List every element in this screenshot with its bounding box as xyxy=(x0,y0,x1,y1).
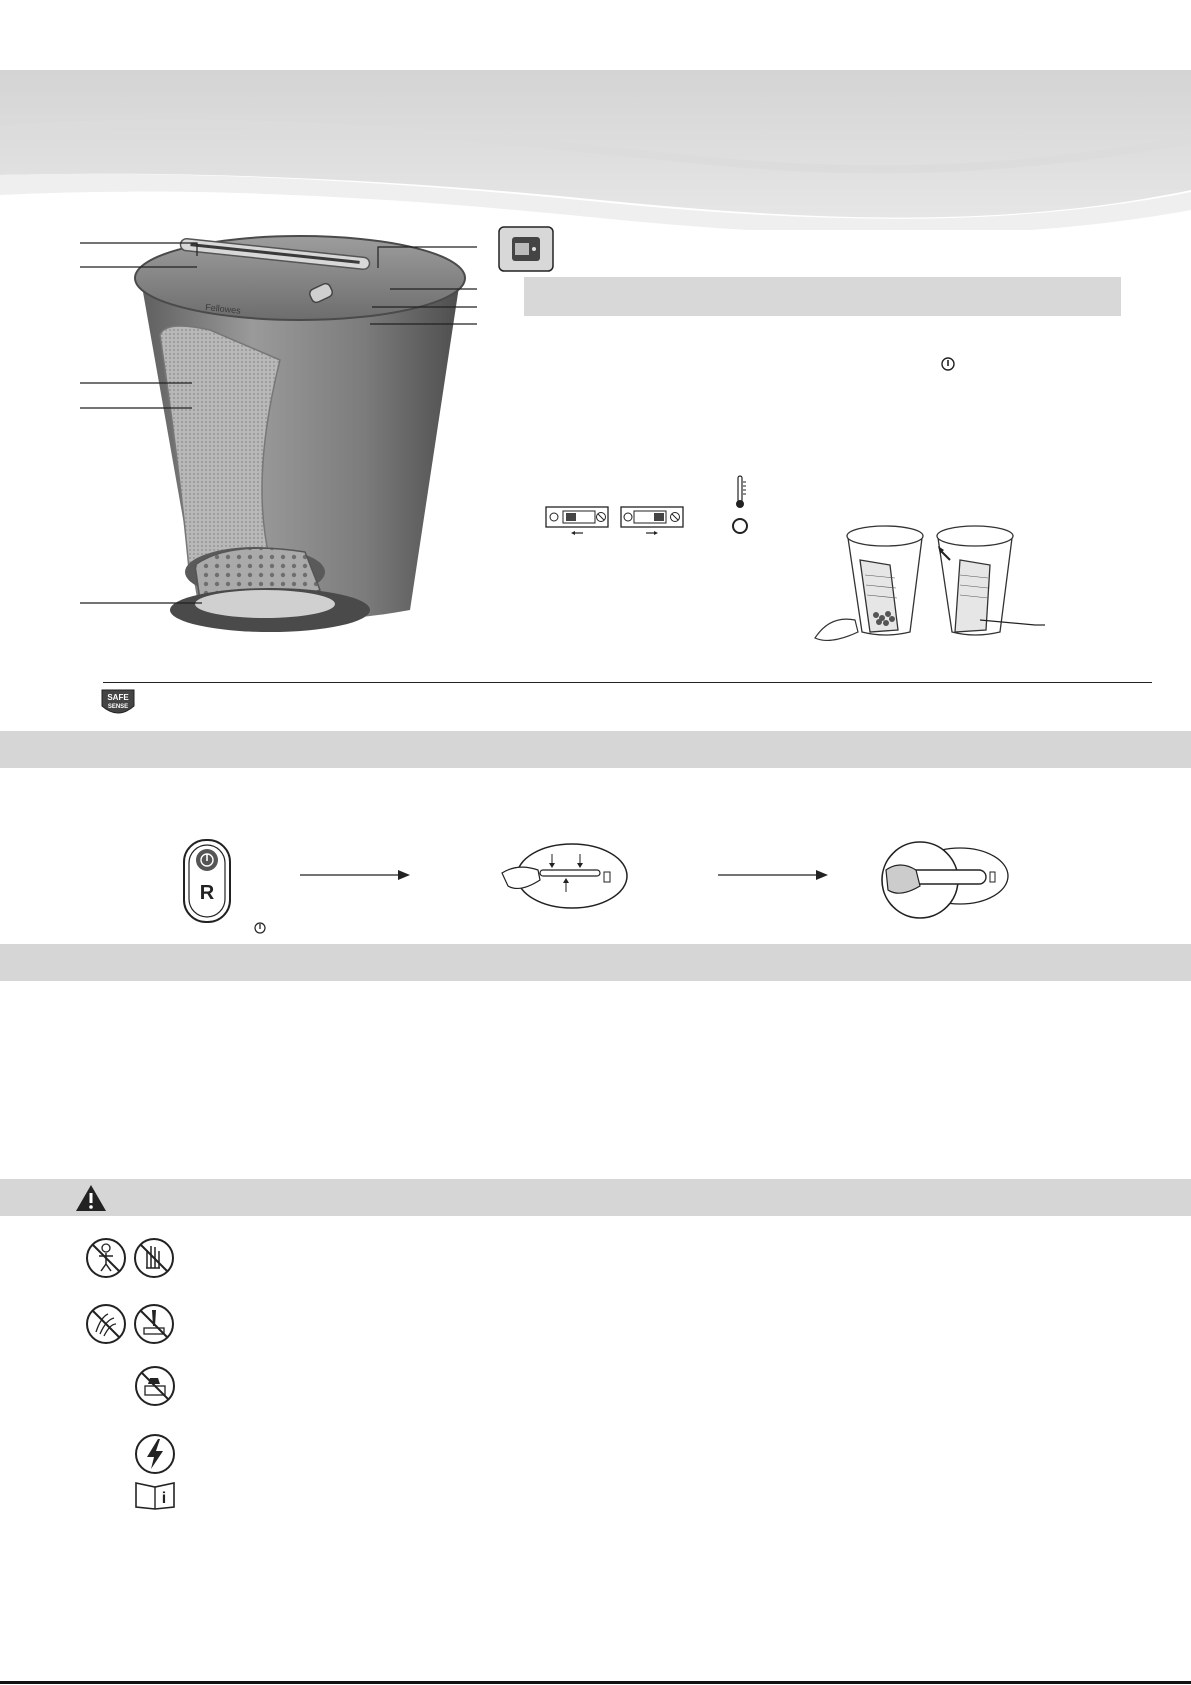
reset-button-illustration xyxy=(180,836,270,936)
read-manual-icon xyxy=(134,1480,178,1510)
no-hair-no-tie-icons xyxy=(86,1302,180,1346)
svg-text:SAFE: SAFE xyxy=(107,693,129,702)
no-aerosol-icon xyxy=(134,1364,178,1408)
section-divider xyxy=(103,682,1152,683)
section-band-1 xyxy=(0,731,1191,768)
arrow-right-icon xyxy=(718,868,830,882)
safe-sense-logo xyxy=(100,688,136,718)
switch-icon xyxy=(498,226,554,272)
no-children-icon xyxy=(87,1239,125,1277)
bin-emptying-illustration xyxy=(810,520,1050,650)
right-callout-lines xyxy=(370,240,480,330)
slot-closeup-illustration xyxy=(880,840,1010,920)
header-wave-banner xyxy=(0,70,1191,230)
no-hands-icon xyxy=(135,1239,173,1277)
arrow-right-icon xyxy=(300,868,412,882)
svg-text:Fellowes: Fellowes xyxy=(204,302,242,316)
svg-text:i: i xyxy=(161,1490,167,1507)
no-children-no-hands-icons xyxy=(86,1236,180,1280)
warning-band xyxy=(0,1179,1191,1216)
no-tie-icon xyxy=(135,1305,173,1343)
electric-hazard-icon xyxy=(134,1432,178,1476)
section-band-2 xyxy=(0,944,1191,981)
warning-triangle-icon xyxy=(74,1183,108,1213)
switch-position-icons xyxy=(545,505,685,537)
svg-text:R: R xyxy=(199,882,215,904)
shredder-lid-illustration xyxy=(500,838,630,918)
left-callout-lines xyxy=(80,230,210,610)
section-header-bar xyxy=(524,277,1121,316)
no-loose-clothing-icon xyxy=(87,1305,125,1343)
footer-rule xyxy=(0,1681,1191,1684)
power-symbol-icon xyxy=(940,356,956,372)
svg-text:SENSE: SENSE xyxy=(107,704,129,710)
thermometer-icon xyxy=(730,474,752,536)
